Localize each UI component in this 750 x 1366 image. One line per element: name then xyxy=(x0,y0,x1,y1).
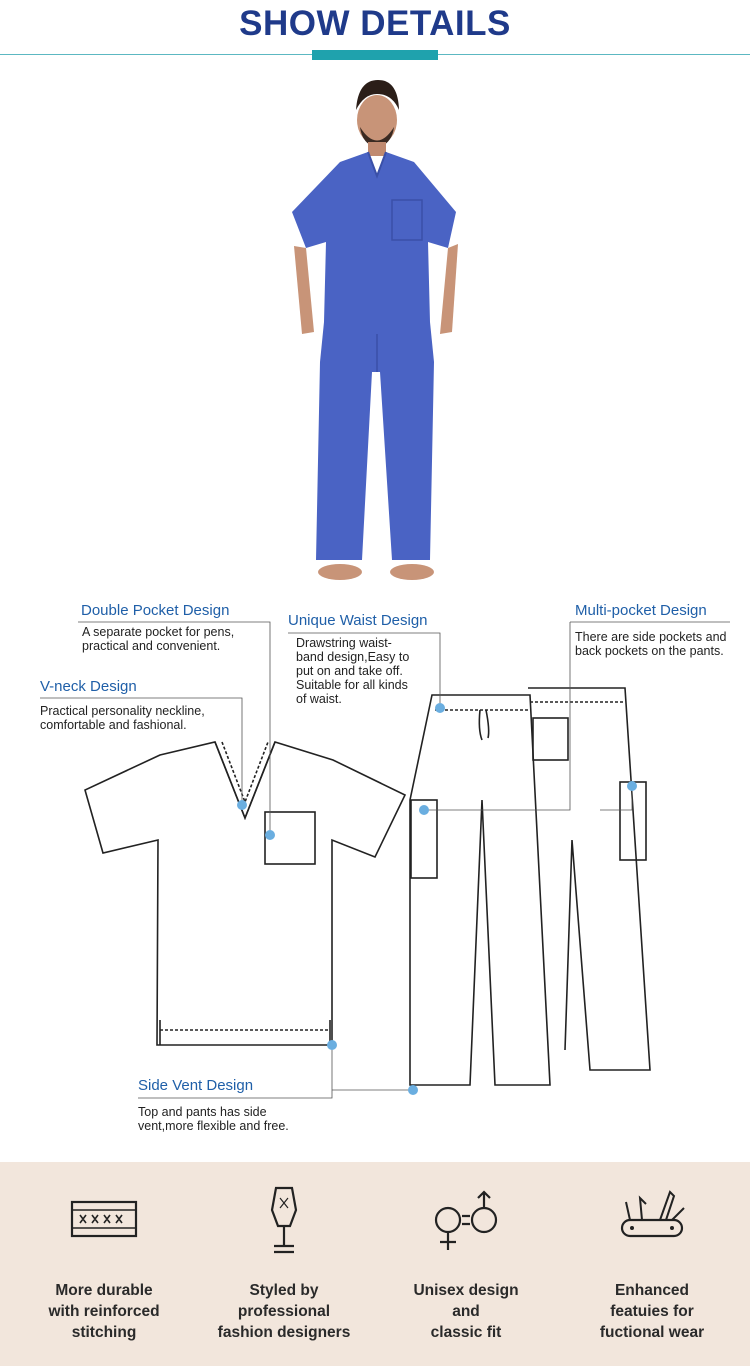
page-title: SHOW DETAILS xyxy=(239,4,511,43)
feature-text: More durable with reinforced stitching xyxy=(48,1282,160,1341)
feature-item xyxy=(14,1162,194,1366)
double-pocket-desc: A separate pocket for pens, practical and convenient. xyxy=(82,625,235,653)
feature-item xyxy=(376,1162,556,1366)
v-neck-title: V-neck Design xyxy=(40,678,137,695)
page-header xyxy=(0,0,750,62)
feature-text: Styled by professional fashion designers xyxy=(217,1282,351,1341)
multitool-icon xyxy=(612,1180,692,1260)
header-accent-bar xyxy=(312,50,438,60)
multi-pocket-title: Multi-pocket Design xyxy=(575,602,707,619)
double-pocket-title: Double Pocket Design xyxy=(81,602,230,619)
features-band xyxy=(0,1162,750,1366)
multi-pocket-desc: There are side pockets and back pockets on the pants. xyxy=(575,630,727,658)
unisex-icon xyxy=(426,1180,506,1260)
side-vent-desc: Top and pants has side vent,more flexible and free. xyxy=(138,1105,289,1133)
feature-text: Unisex design and classic fit xyxy=(413,1282,519,1341)
unique-waist-title: Unique Waist Design xyxy=(288,612,428,629)
model-photo xyxy=(280,72,470,587)
v-neck-desc: Practical personality neckline, comfortable and fashional. xyxy=(40,704,205,732)
mannequin-icon xyxy=(244,1180,324,1260)
feature-text: Enhanced featuies for fuctional wear xyxy=(599,1282,705,1341)
feature-item xyxy=(194,1162,374,1366)
pants-drawing xyxy=(410,688,650,1085)
stitching-icon xyxy=(64,1180,144,1260)
unique-waist-desc: Drawstring waist-band design,Easy to put on and take off. Suitable for all kinds of waist. xyxy=(296,636,410,706)
side-vent-title: Side Vent Design xyxy=(138,1077,254,1094)
scrub-top-drawing xyxy=(85,742,405,1045)
feature-item xyxy=(562,1162,742,1366)
